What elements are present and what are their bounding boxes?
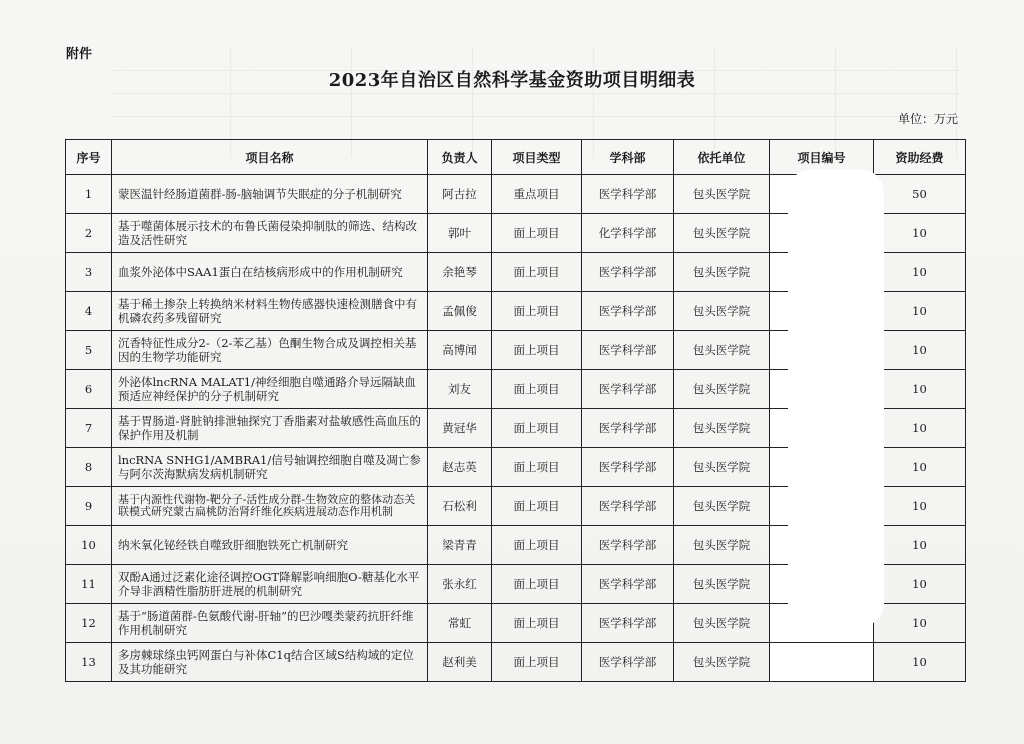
- cell-no: 5: [66, 331, 112, 370]
- cell-no: 11: [66, 565, 112, 604]
- cell-type: 面上项目: [492, 214, 582, 253]
- cell-name: 沉香特征性成分2-（2-苯乙基）色酮生物合成及调控相关基因的生物学功能研究: [112, 331, 428, 370]
- cell-fund: 10: [874, 643, 966, 682]
- cell-no: 6: [66, 370, 112, 409]
- cell-fund: 10: [874, 409, 966, 448]
- cell-name: lncRNA SNHG1/AMBRA1/信号轴调控细胞自噬及凋亡参与阿尔茨海默病发病机制研究: [112, 448, 428, 487]
- cell-leader: 余艳琴: [428, 253, 492, 292]
- header-code: 项目编号: [770, 140, 874, 175]
- header-fund: 资助经费: [874, 140, 966, 175]
- header-type: 项目类型: [492, 140, 582, 175]
- cell-name: 血浆外泌体中SAA1蛋白在结核病形成中的作用机制研究: [112, 253, 428, 292]
- cell-unit: 包头医学院: [674, 409, 770, 448]
- cell-fund: 10: [874, 331, 966, 370]
- cell-name: 纳米氧化铋经铁自噬致肝细胞铁死亡机制研究: [112, 526, 428, 565]
- cell-no: 13: [66, 643, 112, 682]
- cell-leader: 刘友: [428, 370, 492, 409]
- cell-leader: 孟佩俊: [428, 292, 492, 331]
- cell-unit: 包头医学院: [674, 487, 770, 526]
- cell-no: 9: [66, 487, 112, 526]
- cell-no: 7: [66, 409, 112, 448]
- cell-fund: 10: [874, 526, 966, 565]
- cell-leader: 赵志英: [428, 448, 492, 487]
- cell-type: 面上项目: [492, 331, 582, 370]
- cell-unit: 包头医学院: [674, 214, 770, 253]
- cell-dept: 医学科学部: [582, 604, 674, 643]
- cell-dept: 医学科学部: [582, 331, 674, 370]
- cell-type: 面上项目: [492, 370, 582, 409]
- cell-dept: 医学科学部: [582, 253, 674, 292]
- cell-dept: 化学科学部: [582, 214, 674, 253]
- header-dept: 学科部: [582, 140, 674, 175]
- cell-name: 基于稀土掺杂上转换纳米材料生物传感器快速检测膳食中有机磷农药多残留研究: [112, 292, 428, 331]
- cell-no: 3: [66, 253, 112, 292]
- cell-name: 多房棘球绦虫钙网蛋白与补体C1q结合区域S结构域的定位及其功能研究: [112, 643, 428, 682]
- unit-note: 单位：万元: [897, 112, 958, 126]
- cell-leader: 石松利: [428, 487, 492, 526]
- cell-leader: 郭叶: [428, 214, 492, 253]
- cell-type: 重点项目: [492, 175, 582, 214]
- cell-type: 面上项目: [492, 409, 582, 448]
- cell-dept: 医学科学部: [582, 292, 674, 331]
- cell-unit: 包头医学院: [674, 175, 770, 214]
- cell-fund: 10: [874, 292, 966, 331]
- cell-name: 双酚A通过泛素化途径调控OGT降解影响细胞O-糖基化水平介导非酒精性脂肪肝进展的机制研究: [112, 565, 428, 604]
- cell-unit: 包头医学院: [674, 292, 770, 331]
- cell-dept: 医学科学部: [582, 526, 674, 565]
- attachment-label: 附件: [66, 47, 93, 62]
- cell-unit: 包头医学院: [674, 526, 770, 565]
- cell-leader: 常虹: [428, 604, 492, 643]
- cell-type: 面上项目: [492, 643, 582, 682]
- cell-fund: 10: [874, 487, 966, 526]
- cell-code: [770, 643, 874, 682]
- cell-name: 基于内源性代谢物-靶分子-活性成分群-生物效应的整体动态关联模式研究蒙古扁桃防治肾纤维化疾病进展动态作用机制: [112, 487, 428, 526]
- cell-unit: 包头医学院: [674, 643, 770, 682]
- cell-fund: 10: [874, 253, 966, 292]
- cell-no: 12: [66, 604, 112, 643]
- cell-leader: 阿古拉: [428, 175, 492, 214]
- cell-fund: 10: [874, 448, 966, 487]
- cell-dept: 医学科学部: [582, 409, 674, 448]
- cell-name: 蒙医温针经肠道菌群-肠-脑轴调节失眠症的分子机制研究: [112, 175, 428, 214]
- cell-leader: 赵利美: [428, 643, 492, 682]
- cell-type: 面上项目: [492, 565, 582, 604]
- cell-type: 面上项目: [492, 487, 582, 526]
- cell-fund: 10: [874, 370, 966, 409]
- header-leader: 负责人: [428, 140, 492, 175]
- cell-name: 基于“肠道菌群-色氨酸代谢-肝轴”的巴沙嘎类蒙药抗肝纤维作用机制研究: [112, 604, 428, 643]
- cell-no: 8: [66, 448, 112, 487]
- redaction-overlay: [788, 170, 884, 626]
- cell-fund: 10: [874, 604, 966, 643]
- cell-unit: 包头医学院: [674, 604, 770, 643]
- cell-dept: 医学科学部: [582, 448, 674, 487]
- header-no: 序号: [66, 140, 112, 175]
- cell-unit: 包头医学院: [674, 253, 770, 292]
- cell-dept: 医学科学部: [582, 175, 674, 214]
- cell-dept: 医学科学部: [582, 487, 674, 526]
- cell-unit: 包头医学院: [674, 331, 770, 370]
- cell-no: 1: [66, 175, 112, 214]
- cell-fund: 10: [874, 214, 966, 253]
- cell-leader: 黄冠华: [428, 409, 492, 448]
- cell-fund: 10: [874, 565, 966, 604]
- cell-no: 4: [66, 292, 112, 331]
- cell-dept: 医学科学部: [582, 565, 674, 604]
- cell-name: 基于噬菌体展示技术的布鲁氏菌侵染抑制肽的筛选、结构改造及活性研究: [112, 214, 428, 253]
- cell-type: 面上项目: [492, 253, 582, 292]
- cell-no: 10: [66, 526, 112, 565]
- cell-unit: 包头医学院: [674, 565, 770, 604]
- cell-leader: 张永红: [428, 565, 492, 604]
- cell-name: 基于胃肠道-肾脏钠排泄轴探究丁香脂素对盐敏感性高血压的保护作用及机制: [112, 409, 428, 448]
- cell-unit: 包头医学院: [674, 370, 770, 409]
- cell-type: 面上项目: [492, 292, 582, 331]
- cell-type: 面上项目: [492, 526, 582, 565]
- header-name: 项目名称: [112, 140, 428, 175]
- page-title: 2023年自治区自然科学基金资助项目明细表: [328, 70, 696, 91]
- cell-unit: 包头医学院: [674, 448, 770, 487]
- cell-no: 2: [66, 214, 112, 253]
- cell-fund: 50: [874, 175, 966, 214]
- cell-leader: 高博闻: [428, 331, 492, 370]
- table-row: [66, 643, 966, 682]
- cell-type: 面上项目: [492, 448, 582, 487]
- cell-dept: 医学科学部: [582, 643, 674, 682]
- cell-name: 外泌体lncRNA MALAT1/神经细胞自噬通路介导远隔缺血预适应神经保护的分子机制研究: [112, 370, 428, 409]
- header-unit: 依托单位: [674, 140, 770, 175]
- cell-leader: 梁青青: [428, 526, 492, 565]
- cell-type: 面上项目: [492, 604, 582, 643]
- cell-dept: 医学科学部: [582, 370, 674, 409]
